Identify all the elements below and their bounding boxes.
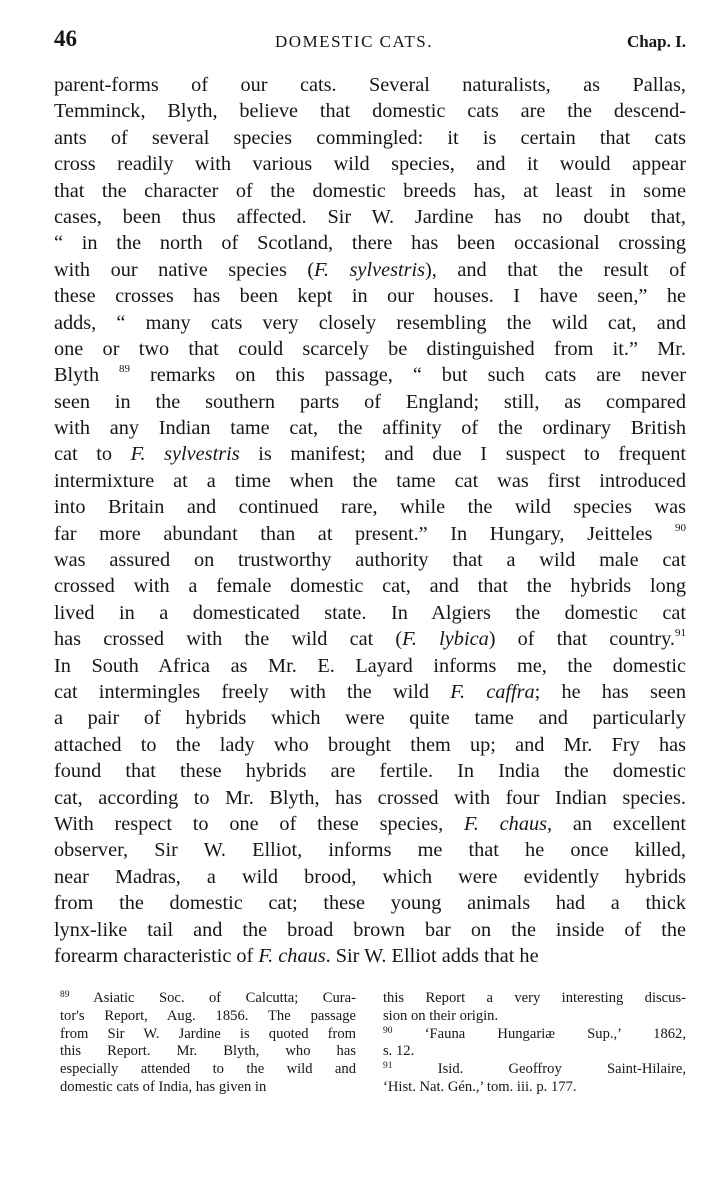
text-line: cat intermingles freely with the wild F. caffra; he has seen <box>54 680 687 703</box>
text-line: cat, according to Mr. Blyth, has crossed with four Indian species. <box>54 786 686 809</box>
text-line: near Madras, a wild brood, which were evidently hybrids <box>54 865 686 888</box>
text-line: crossed with a female domestic cat, and that the hybrids long <box>54 575 686 598</box>
text-line: lived in a domesticated state. In Algiers the domestic cat <box>54 601 686 624</box>
footnote-line: ‘Hist. Nat. Gén.,’ tom. iii. p. 177. <box>383 1078 577 1095</box>
text-line: seen in the southern parts of England; still, as compared <box>54 390 686 413</box>
text-line: “ in the north of Scotland, there has been occasional crossing <box>54 232 686 255</box>
text-line: these crosses has been kept in our houses. I have seen,” he <box>54 285 686 308</box>
footnote-line: s. 12. <box>383 1043 415 1060</box>
footnote-line: this Report a very interesting discus- <box>383 990 686 1006</box>
text-line: from the domestic cat; these young animals had a thick <box>54 892 686 915</box>
text-line: forearm characteristic of F. chaus. Sir W. Elliot adds that he <box>54 944 539 967</box>
text-line: with our native species (F. sylvestris), and that the result of <box>54 258 686 281</box>
text-line: In South Africa as Mr. E. Layard informs me, the domestic <box>54 654 686 677</box>
chapter-label: Chap. I. <box>626 32 686 51</box>
footnote-line: especially attended to the wild and <box>60 1061 356 1078</box>
text-line: was assured on trustworthy authority that a wild male cat <box>54 549 686 572</box>
text-line: far more abundant than at present.” In Hungary, Jeitteles $^{90}$ <box>54 521 686 545</box>
text-line: lynx-like tail and the broad brown bar on the inside of the <box>54 918 686 941</box>
text-line: a pair of hybrids which were quite tame and particularly <box>54 707 686 730</box>
footnote-line: $^{89}$ Asiatic Soc. of Calcutta; Cura- <box>60 990 356 1006</box>
footnote-line: domestic cats of India, has given in <box>60 1078 267 1095</box>
footnote-line: $^{90}$ ‘Fauna Hungariæ Sup.,’ 1862, <box>383 1025 686 1042</box>
footnotes-left-column <box>60 990 356 1097</box>
footnote-line: from Sir W. Jardine is quoted from <box>60 1025 356 1042</box>
text-line: attached to the lady who brought them up; and Mr. Fry has <box>54 733 686 756</box>
text-line: into Britain and continued rare, while the wild species was <box>54 496 686 519</box>
page-header <box>0 26 708 56</box>
text-line: has crossed with the wild cat (F. lybica) of that country.$^{91}$ <box>54 627 687 651</box>
text-line: found that these hybrids are fertile. In India the domestic <box>54 760 686 783</box>
text-line: intermixture at a time when the tame cat was first introduced <box>54 469 686 492</box>
text-line: With respect to one of these species, F. chaus, an excellent <box>54 812 687 835</box>
text-line: parent-forms of our cats. Several naturalists, as Pallas, <box>54 74 686 96</box>
footnote-line: this Report. Mr. Blyth, who has <box>60 1043 356 1060</box>
footnotes-right-column <box>383 990 686 1097</box>
text-line: observer, Sir W. Elliot, informs me that he once killed, <box>54 839 686 862</box>
text-line: adds, “ many cats very closely resembling the wild cat, and <box>54 311 686 334</box>
footnote-line: $^{91}$ Isid. Geoffroy Saint-Hilaire, <box>383 1061 686 1078</box>
page-number: 46 <box>54 26 77 51</box>
text-line: cases, been thus affected. Sir W. Jardine has no doubt that, <box>54 205 686 228</box>
text-line: with any Indian tame cat, the affinity of the ordinary British <box>54 417 686 440</box>
text-line: cat to F. sylvestris is manifest; and due I suspect to frequent <box>54 443 686 466</box>
running-title: DOMESTIC CATS. <box>275 32 433 51</box>
footnote-line: sion on their origin. <box>383 1007 499 1024</box>
footnote-line: tor's Report, Aug. 1856. The passage <box>60 1007 356 1024</box>
text-line: ants of several species commingled: it is certain that cats <box>54 126 686 149</box>
text-line: Temminck, Blyth, believe that domestic cats are the descend- <box>54 100 686 123</box>
text-line: Blyth $^{89}$ remarks on this passage, “ but such cats are never <box>54 363 686 387</box>
text-line: that the character of the domestic breeds has, at least in some <box>54 179 686 202</box>
text-line: one or two that could scarcely be distinguished from it.” Mr. <box>54 337 686 360</box>
body-text <box>54 72 686 969</box>
text-line: cross readily with various wild species, and it would appear <box>54 153 686 176</box>
